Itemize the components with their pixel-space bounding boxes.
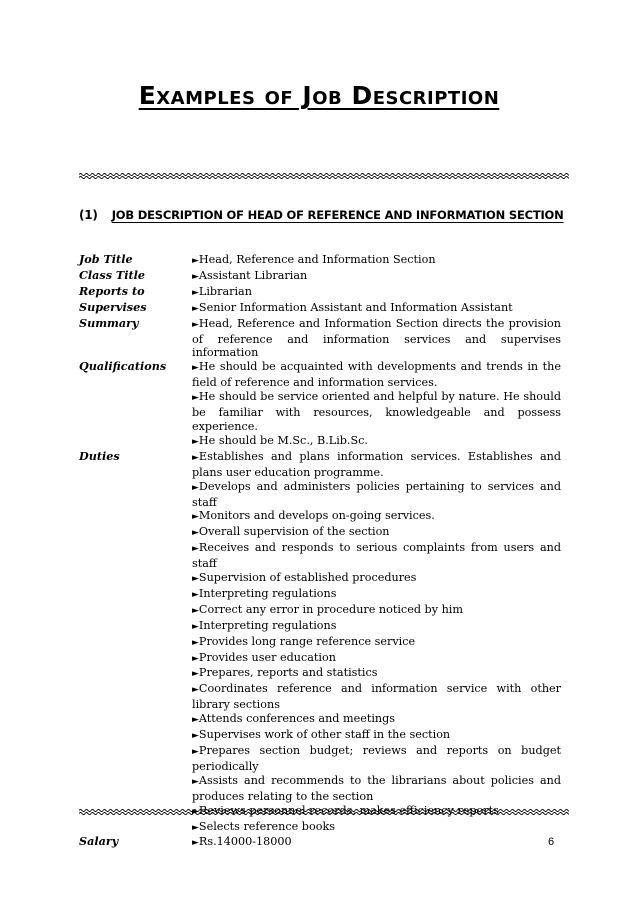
field-item xyxy=(192,525,561,541)
bullet-arrow-icon: ► xyxy=(192,776,199,787)
field-item xyxy=(192,571,561,587)
bullet-arrow-icon: ► xyxy=(192,363,199,374)
field-item xyxy=(192,317,561,361)
field-item-text: Supervises work of other staff in the section xyxy=(198,728,451,742)
field-item xyxy=(192,390,561,434)
field-item xyxy=(192,744,561,774)
page-title-text: Examples of Job Description xyxy=(138,81,500,110)
field-item-text: Overall supervision of the section xyxy=(198,525,390,539)
bullet-arrow-icon: ► xyxy=(192,731,199,742)
field-item-text: Interpreting regulations xyxy=(198,618,337,632)
page-title xyxy=(0,81,638,110)
field-item-text: Selects reference books xyxy=(198,819,335,833)
field-row xyxy=(79,285,561,301)
section-number: (1) xyxy=(79,208,98,222)
field-item-text: He should be M.Sc., B.Lib.Sc. xyxy=(198,433,368,447)
field-item xyxy=(192,728,561,744)
field-row xyxy=(79,269,561,285)
field-content xyxy=(192,269,561,285)
bullet-arrow-icon: ► xyxy=(192,589,199,600)
field-item xyxy=(192,301,561,317)
section-heading xyxy=(79,208,564,222)
wavy-divider-bottom xyxy=(79,808,569,816)
bullet-arrow-icon: ► xyxy=(192,319,199,330)
job-description-table xyxy=(79,253,561,851)
field-item xyxy=(192,666,561,682)
field-label: Job Title xyxy=(79,252,133,266)
field-item xyxy=(192,835,561,851)
field-item-text: Senior Information Assistant and Information Assistant xyxy=(198,300,513,314)
field-item xyxy=(192,253,561,269)
field-row xyxy=(79,835,561,851)
field-content xyxy=(192,317,561,361)
field-item-text: Assistant Librarian xyxy=(198,268,308,282)
field-row xyxy=(79,317,561,361)
field-item-text: Correct any error in procedure noticed by him xyxy=(198,602,463,616)
field-content xyxy=(192,360,561,449)
page-number: 6 xyxy=(548,836,555,848)
field-item-text: Monitors and develops on-going services. xyxy=(198,509,435,523)
field-item-text: Provides user education xyxy=(198,650,336,664)
bullet-arrow-icon: ► xyxy=(192,747,199,757)
field-item-text: He should be acquainted with developments and trends in the field of reference and information services. xyxy=(192,360,561,390)
field-item-text: He should be service oriented and helpful by nature. He should be familiar with resources, knowledgeable and possess experience. xyxy=(192,390,561,433)
field-item xyxy=(192,635,561,651)
bullet-arrow-icon: ► xyxy=(192,271,199,282)
field-item-text: Prepares, reports and statistics xyxy=(198,666,378,680)
field-item xyxy=(192,820,561,836)
bullet-arrow-icon: ► xyxy=(192,528,199,539)
field-row xyxy=(79,450,561,836)
field-item xyxy=(192,619,561,635)
field-item xyxy=(192,774,561,804)
bullet-arrow-icon: ► xyxy=(192,605,199,616)
bullet-arrow-icon: ► xyxy=(192,436,199,447)
field-item xyxy=(192,541,561,571)
bullet-arrow-icon: ► xyxy=(192,393,199,404)
field-item-text: Provides long range reference service xyxy=(198,634,416,648)
field-label: Class Title xyxy=(79,267,146,282)
field-item-text: Develops and administers policies pertaining to services and staff xyxy=(192,479,561,509)
bullet-arrow-icon: ► xyxy=(192,653,199,664)
field-item xyxy=(192,480,561,510)
bullet-arrow-icon: ► xyxy=(192,544,199,555)
field-item xyxy=(192,450,561,480)
field-row xyxy=(79,253,561,269)
bullet-arrow-icon: ► xyxy=(192,574,199,585)
field-content xyxy=(192,285,561,301)
bullet-arrow-icon: ► xyxy=(192,637,199,648)
field-item xyxy=(192,682,561,712)
bullet-arrow-icon: ► xyxy=(192,715,199,726)
field-item-text: Attends conferences and meetings xyxy=(198,712,396,726)
bullet-arrow-icon: ► xyxy=(192,256,199,266)
bullet-arrow-icon: ► xyxy=(192,482,199,493)
bullet-arrow-icon: ► xyxy=(192,303,199,314)
field-content xyxy=(192,301,561,317)
field-content xyxy=(192,835,561,851)
field-item xyxy=(192,587,561,603)
field-item xyxy=(192,603,561,619)
bullet-arrow-icon: ► xyxy=(192,512,199,523)
field-item xyxy=(192,509,561,525)
bullet-arrow-icon: ► xyxy=(192,452,199,463)
field-item-text: Establishes and plans information services. Establishes and plans user education programme. xyxy=(192,449,561,479)
field-item xyxy=(192,269,561,285)
wavy-divider-top xyxy=(79,172,569,180)
bullet-arrow-icon: ► xyxy=(192,822,199,833)
bullet-arrow-icon: ► xyxy=(192,287,199,298)
field-item-text: Librarian xyxy=(198,284,252,298)
field-item-text: Head, Reference and Information Section directs the provision of reference and information services and supervises information xyxy=(192,316,561,360)
bullet-arrow-icon: ► xyxy=(192,669,199,680)
field-label: Reports to xyxy=(79,283,145,298)
bullet-arrow-icon: ► xyxy=(192,621,199,632)
field-item-text: Rs.14000-18000 xyxy=(198,835,292,849)
field-label: Qualifications xyxy=(79,359,167,374)
field-label: Duties xyxy=(79,448,120,463)
field-item-text: Coordinates reference and information service with other library sections xyxy=(192,682,561,712)
field-item xyxy=(192,651,561,667)
field-item-text: Head, Reference and Information Section xyxy=(198,253,436,266)
bullet-arrow-icon: ► xyxy=(192,838,199,849)
field-item-text: Supervision of established procedures xyxy=(198,571,417,585)
field-item xyxy=(192,360,561,390)
field-label: Supervises xyxy=(79,299,147,314)
field-row xyxy=(79,301,561,317)
field-item xyxy=(192,285,561,301)
field-item xyxy=(192,712,561,728)
field-content xyxy=(192,253,561,269)
field-item-text: Receives and responds to serious complaints from users and staff xyxy=(192,541,561,571)
field-content xyxy=(192,450,561,836)
section-heading-text: JOB DESCRIPTION OF HEAD OF REFERENCE AND INFORMATION SECTION xyxy=(111,208,564,222)
field-item-text: Interpreting regulations xyxy=(198,586,337,600)
field-item-text: Assists and recommends to the librarians about policies and produces relating to the section xyxy=(192,773,561,803)
bullet-arrow-icon: ► xyxy=(192,685,199,696)
field-label: Salary xyxy=(79,834,119,849)
field-item xyxy=(192,434,561,450)
field-row xyxy=(79,360,561,449)
field-label: Summary xyxy=(79,315,139,330)
field-item-text: Prepares section budget; reviews and reports on budget periodically xyxy=(192,744,561,773)
